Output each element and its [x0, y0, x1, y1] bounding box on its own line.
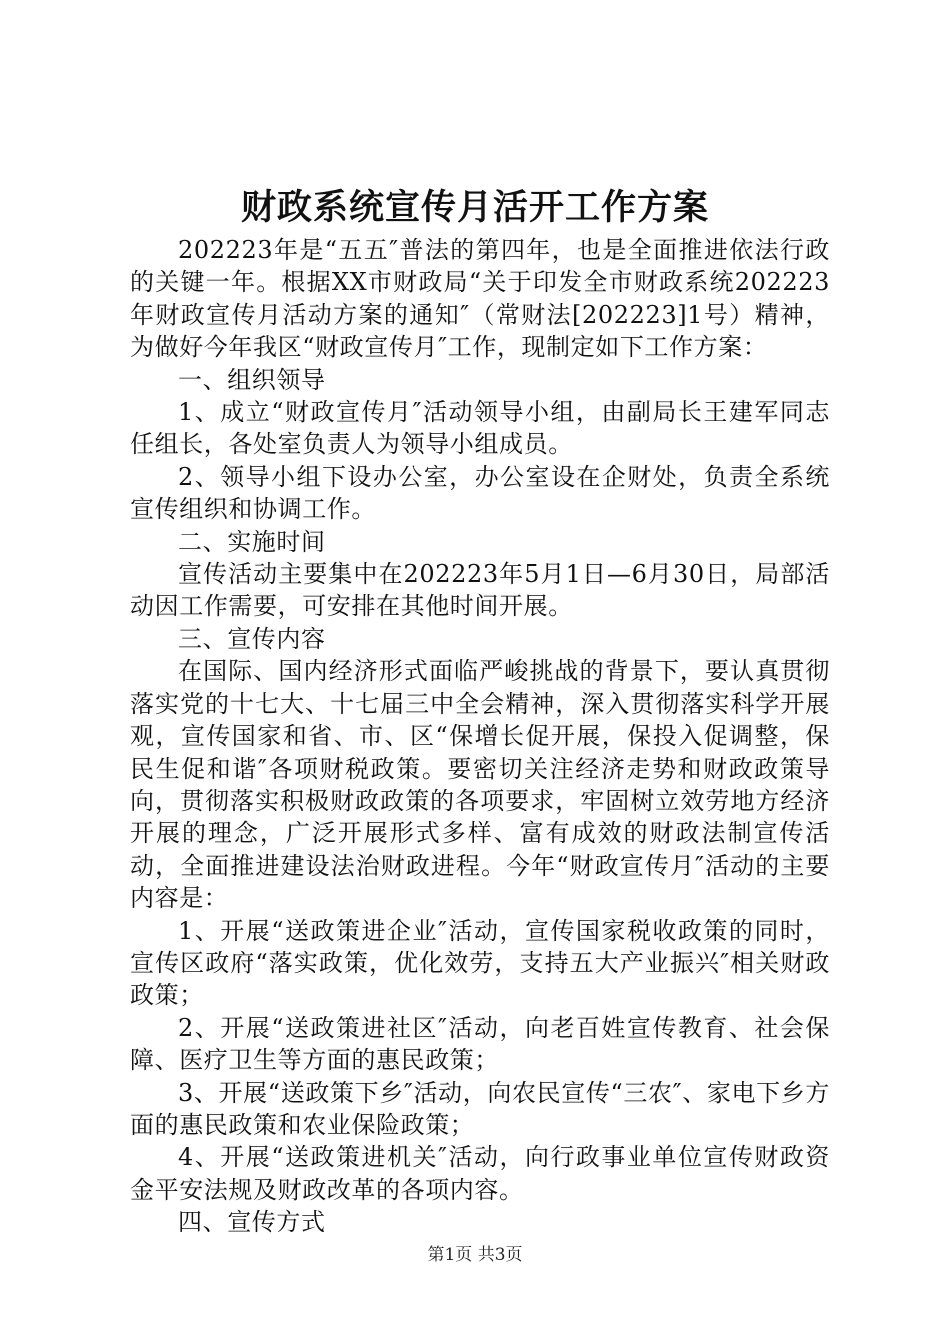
- section-heading-content: 三、宣传内容: [178, 624, 326, 653]
- section-heading-methods: 四、宣传方式: [178, 1208, 326, 1237]
- paragraph-content-item-2: 2、开展“送政策进社区″活动，向老百姓宣传教育、社会保障、医疗卫生等方面的惠民政策；: [130, 1013, 830, 1075]
- document-body: [130, 234, 830, 1239]
- paragraph-schedule: 宣传活动主要集中在202223年5月1日—6月30日，局部活动因工作需要，可安排在其他时间开展。: [130, 560, 830, 621]
- paragraph-organization-2: 2、领导小组下设办公室，办公室设在企财处，负责全系统宣传组织和协调工作。: [130, 462, 830, 524]
- page-number-footer: 第1页 共3页: [427, 1245, 523, 1265]
- section-heading-schedule: 二、实施时间: [178, 527, 326, 556]
- document-title: 财政系统宣传月活开工作方案: [240, 187, 709, 228]
- section-heading-organization: 一、组织领导: [178, 365, 326, 394]
- paragraph-content-item-4: 4、开展“送政策进机关″活动，向行政事业单位宣传财政资金平安法规及财政改革的各项内容。: [130, 1143, 830, 1204]
- intro-paragraph: 202223年是“五五″普法的第四年，也是全面推进依法行政的关键一年。根据XX市财政局“关于印发全市财政系统202223年财政宣传月活动方案的通知″（常财法[202223]1号）精神，为做好今年我区“财政宣传月″工作，现制定如下工作方案：: [130, 236, 830, 362]
- paragraph-organization-1: 1、成立“财政宣传月″活动领导小组，由副局长王建军同志任组长，各处室负责人为领导小组成员。: [130, 398, 830, 459]
- paragraph-content: 在国际、国内经济形式面临严峻挑战的背景下，要认真贯彻落实党的十七大、十七届三中全会精神，深入贯彻落实科学开展观，宣传国家和省、市、区“保增长促开展，保投入促调整，保民生促和谐″各项财税政策。要密切关注经济走势和财政政策导向，贯彻落实积极财政政策的各项要求，牢固树立效劳地方经济开展的理念，广泛开展形式多样、富有成效的财政法制宣传活动，全面推进建设法治财政进程。今年“财政宣传月″活动的主要内容是：: [130, 657, 830, 913]
- paragraph-content-item-3: 3、开展“送政策下乡″活动，向农民宣传“三农″、家电下乡方面的惠民政策和农业保险政策；: [130, 1078, 830, 1139]
- paragraph-content-item-1: 1、开展“送政策进企业″活动，宣传国家税收政策的同时，宣传区政府“落实政策，优化效劳，支持五大产业振兴″相关财政政策；: [130, 916, 830, 1010]
